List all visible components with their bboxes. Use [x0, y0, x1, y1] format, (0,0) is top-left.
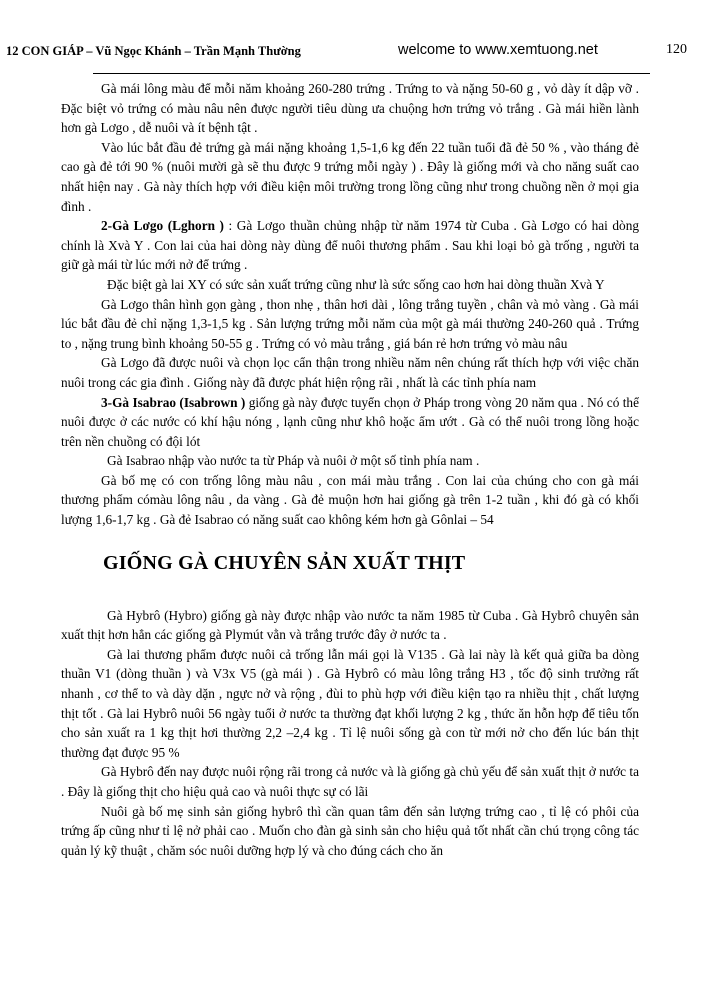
paragraph	[61, 216, 639, 275]
paragraph: Gà mái lông màu để mỗi năm khoảng 260-280 trứng . Trứng to và nặng 50-60 g , vỏ dày ít dập vỡ . Đặc biệt vỏ trứng có màu nâu nên được người tiêu dùng ưa chuộng hơn trứng vỏ trắng . Gà mái hiền lành hơn gà Lơgo , dễ nuôi và ít bệnh tật .	[61, 81, 639, 136]
paragraph: Gà Isabrao nhập vào nước ta từ Pháp và nuôi ở một số tỉnh phía nam .	[107, 453, 480, 469]
paragraph: Gà Lơgo thân hình gọn gàng , thon nhẹ , thân hơi dài , lông trắng tuyền , chân và mỏ vàng . Gà mái lúc bắt đầu đẻ chỉ nặng 1,3-1,5 kg . Sản lượng trứng mỗi năm của một gà mái thường 240-260 quả . Trứng to , nặng trung bình khoảng 50-55 g . Trứng có vỏ màu trắng , giá bán rẻ hơn trứng vỏ màu nâu	[61, 296, 639, 351]
paragraph-text: : Gà Lơgo thuần chủng nhập từ năm 1974 từ Cuba . Gà Lơgo có hai dòng chính là Xvà Y . Con lai của hai dòng này dùng để nuôi thương phẩm . Sau khi loại bỏ gà trống , người ta giữ gà mái từ lúc mới nở để trứng .	[61, 218, 639, 273]
paragraph: Gà bố mẹ có con trống lông màu nâu , con mái màu trắng . Con lai của chúng cho con gà mái thương phẩm cómàu lông nâu , da vàng . Gà đẻ muộn hơn hai giống gà trên 1-2 tuần , khi đó gà có khối lượng 1,6-1,7 kg . Gà đẻ Isabrao có năng suất cao không kém hơn gà Gônlai – 54	[61, 472, 639, 528]
paragraph: Gà Hybrô đến nay được nuôi rộng rãi trong cả nước và là giống gà chủ yếu để sản xuất thịt ở nước ta . Đây là giống thịt cho hiệu quả cao và nuôi thực sự có lãi	[61, 764, 639, 799]
page-header	[0, 40, 702, 64]
book-title: 12 CON GIÁP – Vũ Ngọc Khánh – Trần Mạnh Thường	[6, 44, 301, 58]
page-number: 120	[666, 42, 687, 57]
paragraph	[61, 393, 639, 452]
paragraph: Gà lai thương phẩm được nuôi cả trống lẫn mái gọi là V135 . Gà lai này là kết quả giữa ba dòng thuần V1 (dòng thuần ) và V3x V5 (gà mái ) . Gà Hybrô có màu lông trắng H3 , tốc độ sinh trưởng rất nhanh , cơ thể to và dày dặn , ngực nở và rộng , đùi to phù hợp với điều kiện tạo ra nhiều thịt , chất lượng thịt tốt . Gà lai Hybrô nuôi 56 ngày tuổi ở nước ta thường đạt khối lượng 2 kg , thức ăn hỗn hợp để tiêu tốn cho sản xuất ra 1 kg thịt hơi thường 2,2 –2,4 kg . Tỉ lệ nuôi sống gà con từ mới nở cho đến lúc bán thịt thường đạt được 95 %	[61, 646, 639, 760]
page-body	[61, 79, 639, 860]
section-title: GIỐNG GÀ CHUYÊN SẢN XUẤT THỊT	[103, 551, 466, 574]
paragraph: Gà Hybrô (Hybro) giống gà này được nhập vào nước ta năm 1985 từ Cuba . Gà Hybrô chuyên sản xuất thịt hơn hẳn các giống gà Plymút vằn và trắng trước đây ở nước ta .	[61, 607, 639, 643]
paragraph-text: giống gà này được tuyển chọn ở Pháp trong vòng 20 năm qua . Nó có thể nuôi được ở các nước có khí hậu nóng , lạnh cũng như khô hoặc ẩm ướt . Gà có thể nuôi trong lồng hoặc trên nền chuồng có đội lót	[61, 394, 639, 449]
paragraph: Gà Lơgo đã được nuôi và chọn lọc cẩn thận trong nhiều năm nên chúng rất thích hợp với việc chăn nuôi trong các gia đình . Giống này đã được phát hiện rộng rãi , nhất là các tỉnh phía nam	[61, 355, 639, 390]
header-rule	[93, 73, 650, 74]
breed-heading: 2-Gà Lơgo (Lghorn )	[101, 218, 224, 234]
paragraph: Đặc biệt gà lai XY có sức sản xuất trứng cũng như là sức sống cao hơn hai dòng thuần Xvà Y	[107, 276, 605, 292]
breed-heading: 3-Gà Isabrao (Isabrown )	[101, 394, 246, 410]
website-link[interactable]: welcome to www.xemtuong.net	[398, 42, 598, 58]
paragraph: Vào lúc bắt đầu đẻ trứng gà mái nặng khoảng 1,5-1,6 kg đến 22 tuần tuổi đã đẻ 50 % , vào tháng đẻ cao gà đẻ tới 90 % (nuôi mười gà sẽ thu được 9 trứng mỗi ngày ) . Đây là giống mới và cho năng suất cao nhất hiện nay . Gà này thích hợp với điều kiện môi trường trong lồng cũng như trong chuồng nền ở mọi gia đình .	[61, 139, 639, 214]
paragraph: Nuôi gà bố mẹ sinh sản giống hybrô thì cần quan tâm đến sản lượng trứng cao , tỉ lệ có phôi của trứng ấp cũng như tỉ lệ nở phải cao . Muốn cho đàn gà sinh sản cho hiệu quả tốt nhất cần chú trọng công tác quản lý kỹ thuật , chăm sóc nuôi dưỡng hợp lý và cho đúng cách cho ăn	[61, 803, 639, 858]
